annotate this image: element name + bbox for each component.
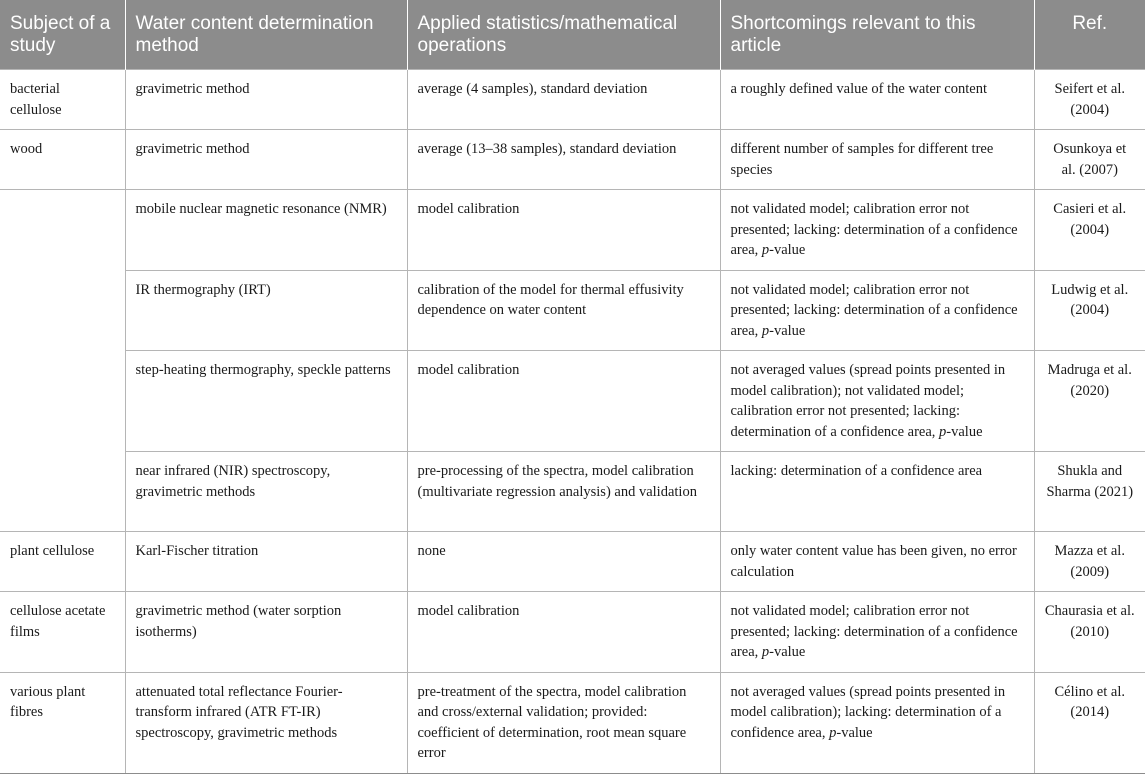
header-subject: Subject of a study: [0, 0, 125, 70]
header-ref: Ref.: [1034, 0, 1145, 70]
cell-shortcomings: [720, 592, 1034, 673]
cell-ref: Osunkoya et al. (2007): [1034, 130, 1145, 190]
shortcomings-text: not validated model; calibration error not presented; lacking: determination of a confidence area,: [730, 201, 1018, 258]
cell-shortcomings: a roughly defined value of the water content: [720, 70, 1034, 130]
shortcomings-text: not validated model; calibration error not presented; lacking: determination of a confidence area,: [730, 281, 1018, 339]
cell-stats: model calibration: [407, 190, 720, 271]
cell-shortcomings: lacking: determination of a confidence area: [720, 452, 1034, 532]
cell-shortcomings: [720, 351, 1034, 452]
cell-stats: calibration of the model for thermal effusivity dependence on water content: [407, 270, 720, 351]
cell-stats: pre-treatment of the spectra, model calibration and cross/external validation; provided: coefficient of determination, root mean square error: [407, 672, 720, 773]
shortcomings-suffix: -value: [946, 423, 983, 440]
table-row: [0, 452, 1145, 532]
shortcomings-suffix: -value: [836, 724, 873, 741]
cell-stats: average (13–38 samples), standard deviation: [407, 130, 720, 190]
cell-shortcomings: different number of samples for different tree species: [720, 130, 1034, 190]
p-italic: p: [939, 423, 947, 440]
cell-subject: cellulose acetate films: [0, 592, 125, 673]
table-row: [0, 672, 1145, 773]
cell-stats: model calibration: [407, 592, 720, 673]
p-italic: p: [761, 644, 770, 660]
shortcomings-suffix: -value: [769, 242, 806, 258]
cell-subject: bacterial cellulose: [0, 70, 125, 130]
cell-method: near infrared (NIR) spectroscopy, gravimetric methods: [125, 452, 407, 532]
cell-shortcomings: only water content value has been given, no error calculation: [720, 532, 1034, 592]
shortcomings-text: not averaged values (spread points presented in model calibration); not validated model; calibration error not presented; lacking: determination of a confidence area,: [730, 362, 1006, 440]
cell-subject: plant cellulose: [0, 532, 125, 592]
cell-ref: Célino et al. (2014): [1034, 672, 1145, 773]
cell-ref: Casieri et al. (2004): [1034, 190, 1145, 271]
shortcomings-suffix: -value: [769, 322, 806, 339]
cell-shortcomings: [720, 190, 1034, 271]
cell-method: gravimetric method: [125, 130, 407, 190]
cell-ref: Chaurasia et al. (2010): [1034, 592, 1145, 673]
cell-subject: various plant fibres: [0, 672, 125, 773]
table-row: [0, 532, 1145, 592]
cell-stats: pre-processing of the spectra, model calibration (multivariate regression analysis) and validation: [407, 452, 720, 532]
cell-ref: Shukla and Sharma (2021): [1034, 452, 1145, 532]
cell-subject-merged: [0, 190, 125, 532]
header-row: [0, 0, 1145, 70]
p-italic: p: [761, 322, 770, 339]
cell-shortcomings: [720, 672, 1034, 773]
cell-method: gravimetric method: [125, 70, 407, 130]
cell-stats: model calibration: [407, 351, 720, 452]
cell-stats: none: [407, 532, 720, 592]
shortcomings-suffix: -value: [769, 644, 806, 660]
cell-method: attenuated total reflectance Fourier-transform infrared (ATR FT-IR) spectroscopy, gravimetric methods: [125, 672, 407, 773]
cell-method: Karl-Fischer titration: [125, 532, 407, 592]
table-row: [0, 190, 1145, 271]
cell-method: mobile nuclear magnetic resonance (NMR): [125, 190, 407, 271]
header-stats: Applied statistics/mathematical operations: [407, 0, 720, 70]
header-shortcomings: Shortcomings relevant to this article: [720, 0, 1034, 70]
shortcomings-text: not validated model; calibration error not presented; lacking: determination of a confidence area,: [730, 603, 1018, 660]
p-italic: p: [761, 242, 770, 258]
cell-stats: average (4 samples), standard deviation: [407, 70, 720, 130]
header-method: Water content determination method: [125, 0, 407, 70]
cell-ref: Seifert et al. (2004): [1034, 70, 1145, 130]
cell-ref: Mazza et al. (2009): [1034, 532, 1145, 592]
cell-ref: Madruga et al. (2020): [1034, 351, 1145, 452]
p-italic: p: [829, 724, 837, 741]
cell-method: gravimetric method (water sorption isotherms): [125, 592, 407, 673]
table-row: [0, 592, 1145, 673]
table-row: [0, 270, 1145, 351]
cell-subject: wood: [0, 130, 125, 190]
cell-method: IR thermography (IRT): [125, 270, 407, 351]
table-row: [0, 70, 1145, 130]
table-row: [0, 351, 1145, 452]
shortcomings-text: not averaged values (spread points presented in model calibration); lacking: determination of a confidence area,: [730, 683, 1006, 741]
cell-method: step-heating thermography, speckle patterns: [125, 351, 407, 452]
cell-shortcomings: [720, 270, 1034, 351]
cell-ref: Ludwig et al. (2004): [1034, 270, 1145, 351]
table-row: [0, 130, 1145, 190]
